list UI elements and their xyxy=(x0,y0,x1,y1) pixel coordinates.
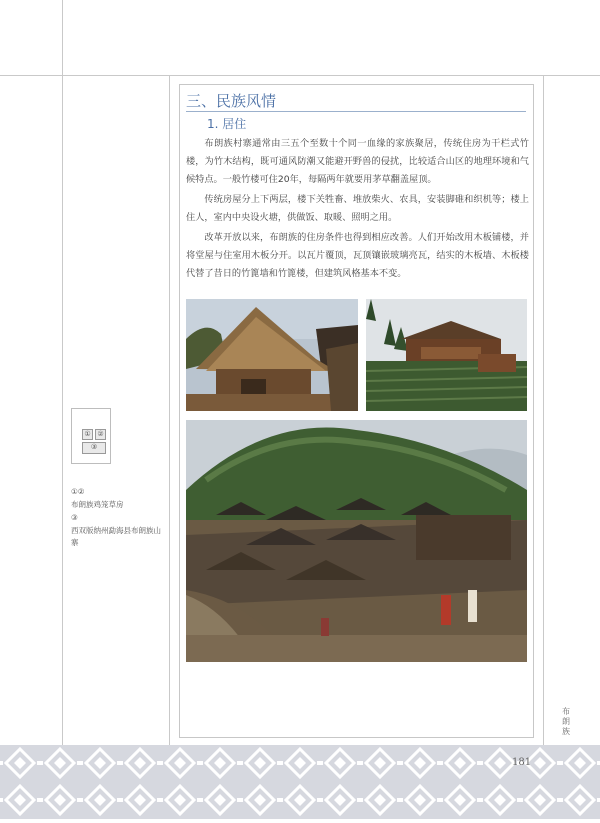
page-number: 181 xyxy=(512,757,532,768)
paragraph-1: 布朗族村寨通常由三五个至数十个同一血缘的家族聚居，传统住房为干栏式竹楼，为竹木结构，既可通风防潮又能避开野兽的侵扰，比较适合山区的地理环境和气候特点。一般竹楼可住20年，每隔两年就要用茅草翻盖屋顶。 xyxy=(186,138,529,185)
photo-index-thumbnail xyxy=(71,408,111,464)
right-column-line xyxy=(543,75,544,745)
decorative-pattern-band xyxy=(0,745,600,819)
caption-photos-1-2-number: ①② xyxy=(71,487,85,496)
photo-thatched-house-1 xyxy=(186,299,358,411)
caption-photo-3-number: ③ xyxy=(71,513,78,522)
left-margin-line xyxy=(62,0,63,745)
side-chapter-label: 布朗族 xyxy=(562,707,570,736)
subsection-title: 1. 居住 xyxy=(207,117,247,131)
photo-mountain-village xyxy=(186,420,527,662)
thumb-cell-2: ② xyxy=(95,429,106,440)
body-text xyxy=(186,135,529,285)
paragraph-3: 改革开放以来，布朗族的住房条件也得到相应改善。人们开始改用木板铺楼，并将堂屋与住室用木板分开。以瓦片覆顶，瓦顶镶嵌玻璃亮瓦，结实的木板墙、木板楼代替了昔日的竹篦墙和竹篦楼，但建筑风格基本不变。 xyxy=(186,232,529,279)
thumb-cell-1: ① xyxy=(82,429,93,440)
section-title: 三、民族风情 xyxy=(186,92,277,110)
caption-photos-1-2: 布朗族鸡笼草房 xyxy=(71,500,124,509)
top-rule xyxy=(0,75,600,76)
thumb-cell-3: ③ xyxy=(82,442,106,454)
left-column-line xyxy=(169,75,170,745)
paragraph-2: 传统房屋分上下两层，楼下关牲畜、堆放柴火、农具，安装脚碓和织机等；楼上住人，室内中央设火塘，供做饭、取暖、照明之用。 xyxy=(186,194,529,223)
caption-photo-3: 西双版纳州勐海县布朗族山寨 xyxy=(71,526,161,547)
photo-thatched-house-2 xyxy=(366,299,527,411)
title-rule xyxy=(186,111,526,112)
